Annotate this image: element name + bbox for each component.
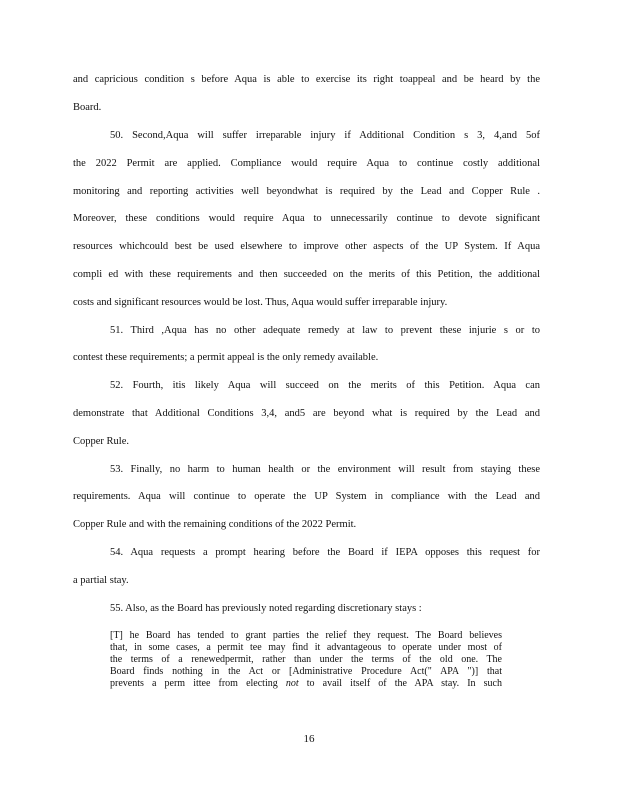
block-quote-line: [T] he Board has tended to grant parties the relief they request. The Board believes [110, 630, 502, 641]
page-number: 16 [303, 733, 315, 745]
paragraph-50-start: 50. Second,Aqua will suffer irreparable injury if Additional Condition s 3, 4,and 5of [110, 130, 540, 141]
text-line: contest these requirements; a permit appeal is the only remedy available. [73, 352, 379, 363]
text-line: resources whichcould best be used elsewhere to improve other aspects of the UP System. If Aqua [73, 241, 540, 252]
text-line: Copper Rule. [73, 436, 129, 447]
text-line: monitoring and reporting activities well beyondwhat is required by the Lead and Copper Rule . [73, 186, 540, 197]
block-quote-line: Board finds nothing in the Act or [Administrative Procedure Act(" APA ")] that [110, 666, 502, 677]
text-line: demonstrate that Additional Conditions 3,4, and5 are beyond what is required by the Lead and [73, 408, 540, 419]
block-quote-line: prevents a perm ittee from electing not to avail itself of the APA stay. In such [110, 678, 502, 689]
emphasis-not: not [285, 678, 299, 689]
paragraph-52-start: 52. Fourth, itis likely Aqua will succeed on the merits of this Petition. Aqua can [110, 380, 540, 391]
paragraph-55-start: 55. Also, as the Board has previously noted regarding discretionary stays : [110, 603, 422, 614]
text-line: costs and significant resources would be lost. Thus, Aqua would suffer irreparable injury. [73, 297, 448, 308]
text-line: the 2022 Permit are applied. Compliance would require Aqua to continue costly additional [73, 158, 540, 169]
text-line: Copper Rule and with the remaining conditions of the 2022 Permit. [73, 519, 357, 530]
text-line: a partial stay. [73, 575, 129, 586]
block-quote-line: the terms of a renewedpermit, rather than under the terms of the old one. The [110, 654, 502, 665]
paragraph-53-start: 53. Finally, no harm to human health or the environment will result from staying these [110, 464, 540, 475]
text-line: Moreover, these conditions would require Aqua to unnecessarily continue to devote significant [73, 213, 540, 224]
text-line: and capricious condition s before Aqua is able to exercise its right toappeal and be heard by the [73, 74, 540, 85]
block-quote-line: that, in some cases, a permit tee may find it advantageous to operate under most of [110, 642, 502, 653]
text-line: Board. [73, 102, 102, 113]
text-line: compli ed with these requirements and then succeeded on the merits of this Petition, the additional [73, 269, 540, 280]
paragraph-54-start: 54. Aqua requests a prompt hearing before the Board if IEPA opposes this request for [110, 547, 540, 558]
text-line: requirements. Aqua will continue to operate the UP System in compliance with the Lead and [73, 491, 540, 502]
paragraph-51-start: 51. Third ,Aqua has no other adequate remedy at law to prevent these injurie s or to [110, 325, 540, 336]
